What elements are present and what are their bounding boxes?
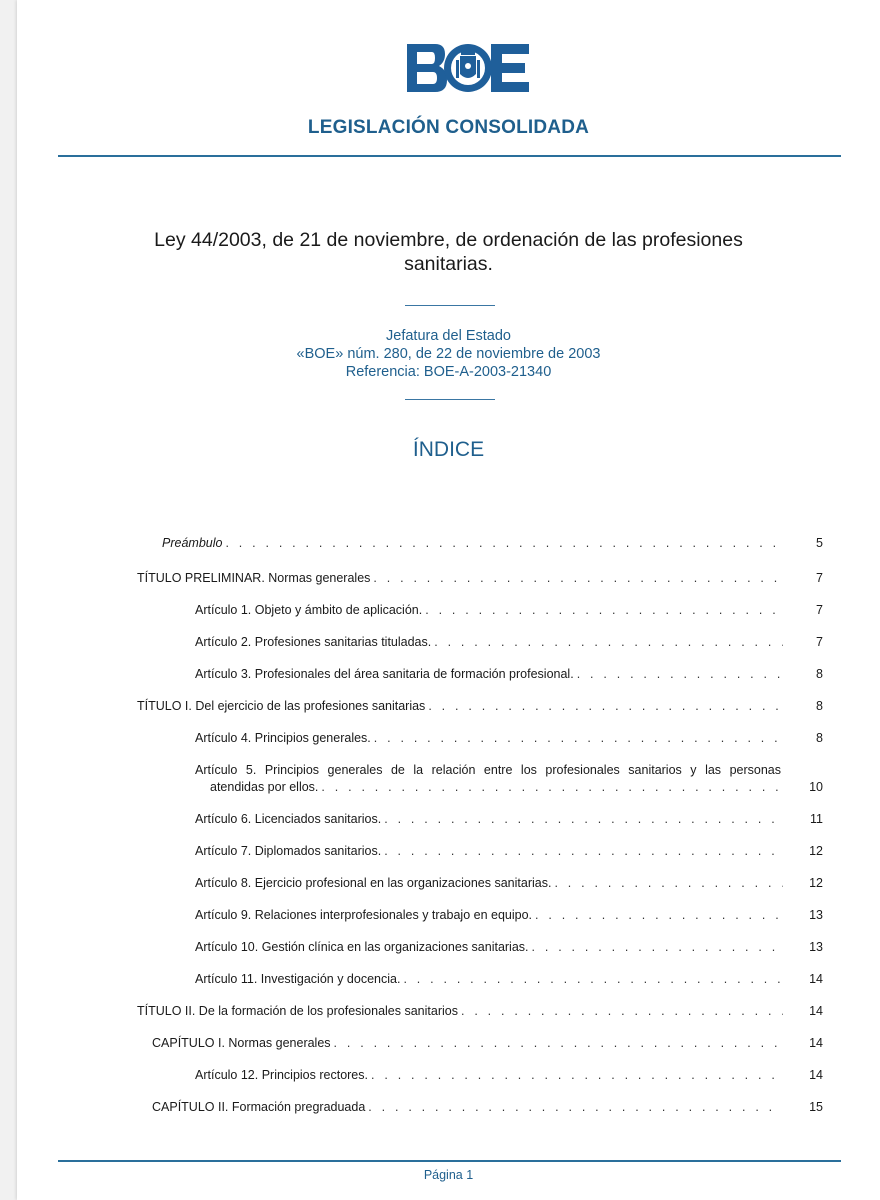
toc-entry-page: 14 xyxy=(809,1068,823,1082)
toc-entry-page: 14 xyxy=(809,1036,823,1050)
toc-leader-dots xyxy=(368,1099,783,1115)
toc-leader-dots xyxy=(425,602,783,618)
toc-entry-label: TÍTULO PRELIMINAR. Normas generales xyxy=(137,571,371,585)
toc-leader-dots xyxy=(384,843,783,859)
toc-entry-page: 7 xyxy=(816,603,823,617)
toc-entry-label: Artículo 3. Profesionales del área sanitaria de formación profesional. xyxy=(195,667,574,681)
toc-entry-label: Preámbulo xyxy=(162,536,223,550)
toc-entry-label: Artículo 6. Licenciados sanitarios. xyxy=(195,812,382,826)
document-meta xyxy=(17,327,880,381)
toc-entry-page: 13 xyxy=(809,940,823,954)
toc-entry-page: 5 xyxy=(816,536,823,550)
toc-entry[interactable] xyxy=(137,1003,823,1019)
toc-entry[interactable] xyxy=(195,1067,823,1083)
toc-leader-dots xyxy=(371,1067,783,1083)
toc-entry-label: TÍTULO II. De la formación de los profesionales sanitarios xyxy=(137,1004,458,1018)
toc-entry[interactable] xyxy=(195,843,823,859)
toc-entry[interactable] xyxy=(195,939,823,955)
toc-entry[interactable] xyxy=(152,1035,823,1051)
reference: Referencia: BOE-A-2003-21340 xyxy=(345,364,552,380)
toc-entry-page: 14 xyxy=(809,1004,823,1018)
toc-entry-label: Artículo 10. Gestión clínica en las organizaciones sanitarias. xyxy=(195,940,529,954)
toc-entry-page: 12 xyxy=(809,876,823,890)
page-number: Página 1 xyxy=(423,1168,474,1182)
toc-leader-dots xyxy=(321,779,783,795)
toc-leader-dots xyxy=(225,535,783,551)
document-title: Ley 44/2003, de 21 de noviembre, de ordenación de las profesiones sanitarias. xyxy=(154,229,743,275)
publication: «BOE» núm. 280, de 22 de noviembre de 2003 xyxy=(296,346,601,362)
toc-entry-label: Artículo 1. Objeto y ámbito de aplicación. xyxy=(195,603,423,617)
toc-entry-page: 15 xyxy=(809,1100,823,1114)
toc-leader-dots xyxy=(461,1003,783,1019)
toc-entry[interactable] xyxy=(195,602,823,618)
toc-entry[interactable] xyxy=(152,1099,823,1115)
toc-entry-label-line1: Artículo 5. Principios generales de la relación entre los profesionales sanitarios y las personas xyxy=(195,763,781,777)
toc-entry[interactable] xyxy=(195,971,823,987)
toc-leader-dots xyxy=(384,811,783,827)
toc-entry[interactable] xyxy=(195,875,823,891)
toc-entry-page: 11 xyxy=(810,812,823,826)
document-page xyxy=(17,0,880,1200)
toc-entry[interactable] xyxy=(162,535,823,551)
toc-entry[interactable] xyxy=(210,779,823,795)
toc-entry-page: 7 xyxy=(816,571,823,585)
toc-entry[interactable] xyxy=(137,570,823,586)
toc-entry-label: TÍTULO I. Del ejercicio de las profesiones sanitarias xyxy=(137,699,426,713)
toc-entry-page: 13 xyxy=(809,908,823,922)
issuer: Jefatura del Estado xyxy=(386,328,511,344)
toc-leader-dots xyxy=(403,971,783,987)
toc-entry-label: CAPÍTULO I. Normas generales xyxy=(152,1036,331,1050)
short-divider-bottom xyxy=(405,399,495,400)
toc-leader-dots xyxy=(428,698,783,714)
toc-entry-label: Artículo 12. Principios rectores. xyxy=(195,1068,368,1082)
toc-entry[interactable] xyxy=(195,730,823,746)
toc-entry-page: 8 xyxy=(816,731,823,745)
toc-entry-label: CAPÍTULO II. Formación pregraduada xyxy=(152,1100,366,1114)
toc-entry-label: Artículo 7. Diplomados sanitarios. xyxy=(195,844,382,858)
toc-entry-label: Artículo 2. Profesiones sanitarias tituladas. xyxy=(195,635,432,649)
toc-leader-dots xyxy=(374,730,783,746)
toc-entry-label: Artículo 11. Investigación y docencia. xyxy=(195,972,401,986)
header-title: LEGISLACIÓN CONSOLIDADA xyxy=(307,117,590,138)
toc-leader-dots xyxy=(434,634,783,650)
toc-heading: ÍNDICE xyxy=(412,438,485,461)
toc-entry-page: 7 xyxy=(816,635,823,649)
toc-entry-page: 12 xyxy=(809,844,823,858)
toc-leader-dots xyxy=(554,875,783,891)
toc-leader-dots xyxy=(535,907,783,923)
toc-entry-page: 8 xyxy=(816,699,823,713)
toc-leader-dots xyxy=(373,570,783,586)
toc-entry[interactable] xyxy=(195,634,823,650)
footer-divider xyxy=(58,1160,841,1162)
toc-leader-dots xyxy=(532,939,783,955)
header-divider xyxy=(58,155,841,157)
toc-entry-label: Artículo 8. Ejercicio profesional en las organizaciones sanitarias. xyxy=(195,876,552,890)
toc-entry-page: 10 xyxy=(809,780,823,794)
toc-entry[interactable] xyxy=(137,698,823,714)
toc-entry-label: atendidas por ellos. xyxy=(210,780,319,794)
short-divider-top xyxy=(405,305,495,306)
toc-entry[interactable] xyxy=(195,907,823,923)
toc-entry-label: Artículo 4. Principios generales. xyxy=(195,731,371,745)
toc-leader-dots xyxy=(334,1035,783,1051)
toc-entry[interactable] xyxy=(195,666,823,682)
toc-entry[interactable] xyxy=(195,811,823,827)
toc-leader-dots xyxy=(577,666,783,682)
boe-logo xyxy=(405,42,531,94)
toc-entry-label: Artículo 9. Relaciones interprofesionales y trabajo en equipo. xyxy=(195,908,533,922)
toc-entry-page: 14 xyxy=(809,972,823,986)
toc-entry-page: 8 xyxy=(816,667,823,681)
